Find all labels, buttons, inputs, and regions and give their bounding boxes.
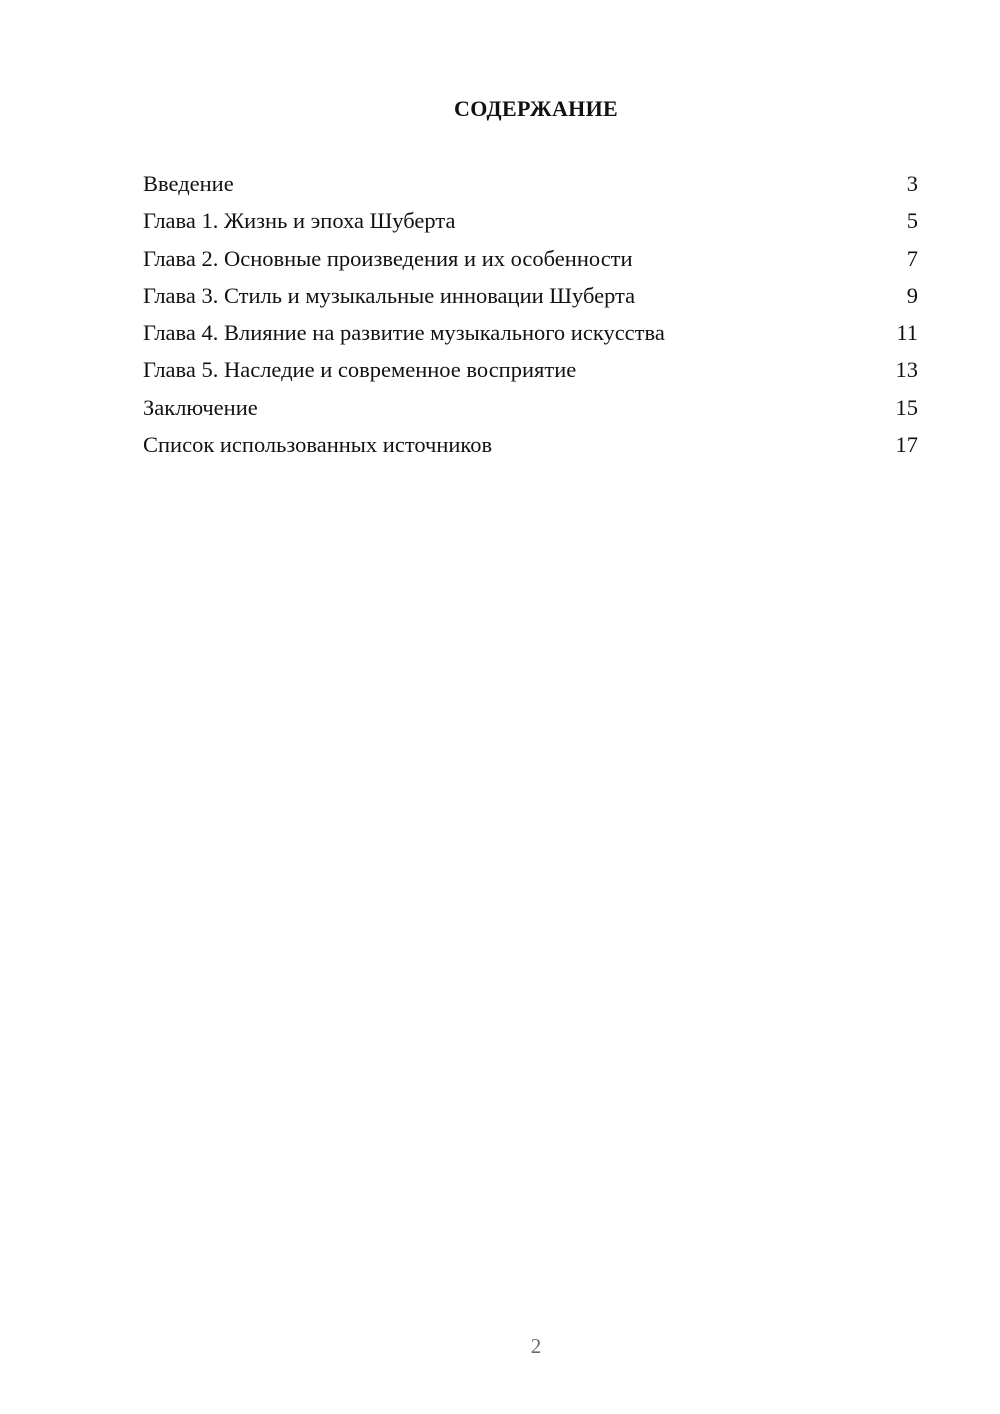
toc-entry-label: Введение [143, 171, 234, 196]
toc-entry-label: Глава 1. Жизнь и эпоха Шуберта [143, 208, 456, 234]
toc-entry [143, 244, 918, 281]
toc-entry-page: 9 [906, 282, 918, 308]
toc-entry [143, 318, 918, 355]
toc-entry [143, 169, 918, 206]
toc-entry-page: 7 [906, 245, 918, 271]
toc-entry [143, 206, 918, 243]
toc-entry [143, 430, 918, 467]
toc-entry-page: 17 [895, 432, 918, 458]
toc-entry [143, 281, 918, 318]
toc-entry-label: Глава 2. Основные произведения и их особенности [143, 245, 633, 271]
toc-entry-page: 5 [906, 208, 918, 234]
toc-entry-label: Список использованных источников [143, 432, 493, 458]
toc-entry-label: Заключение [143, 394, 258, 420]
toc-entry-page: 13 [895, 357, 918, 383]
toc-entry-label: Глава 3. Стиль и музыкальные инновации Шуберта [143, 282, 636, 308]
page-title: СОДЕРЖАНИЕ [454, 96, 618, 121]
toc-entry-page: 15 [895, 394, 918, 420]
toc-entry [143, 393, 918, 430]
toc-entry-label: Глава 5. Наследие и современное восприятие [143, 357, 577, 383]
table-of-contents [143, 169, 918, 467]
toc-entry-page: 3 [906, 171, 918, 196]
toc-entry-label: Глава 4. Влияние на развитие музыкального искусства [143, 320, 665, 346]
toc-entry-page: 11 [896, 320, 918, 346]
toc-entry [143, 355, 918, 392]
page-number: 2 [530, 1334, 542, 1358]
